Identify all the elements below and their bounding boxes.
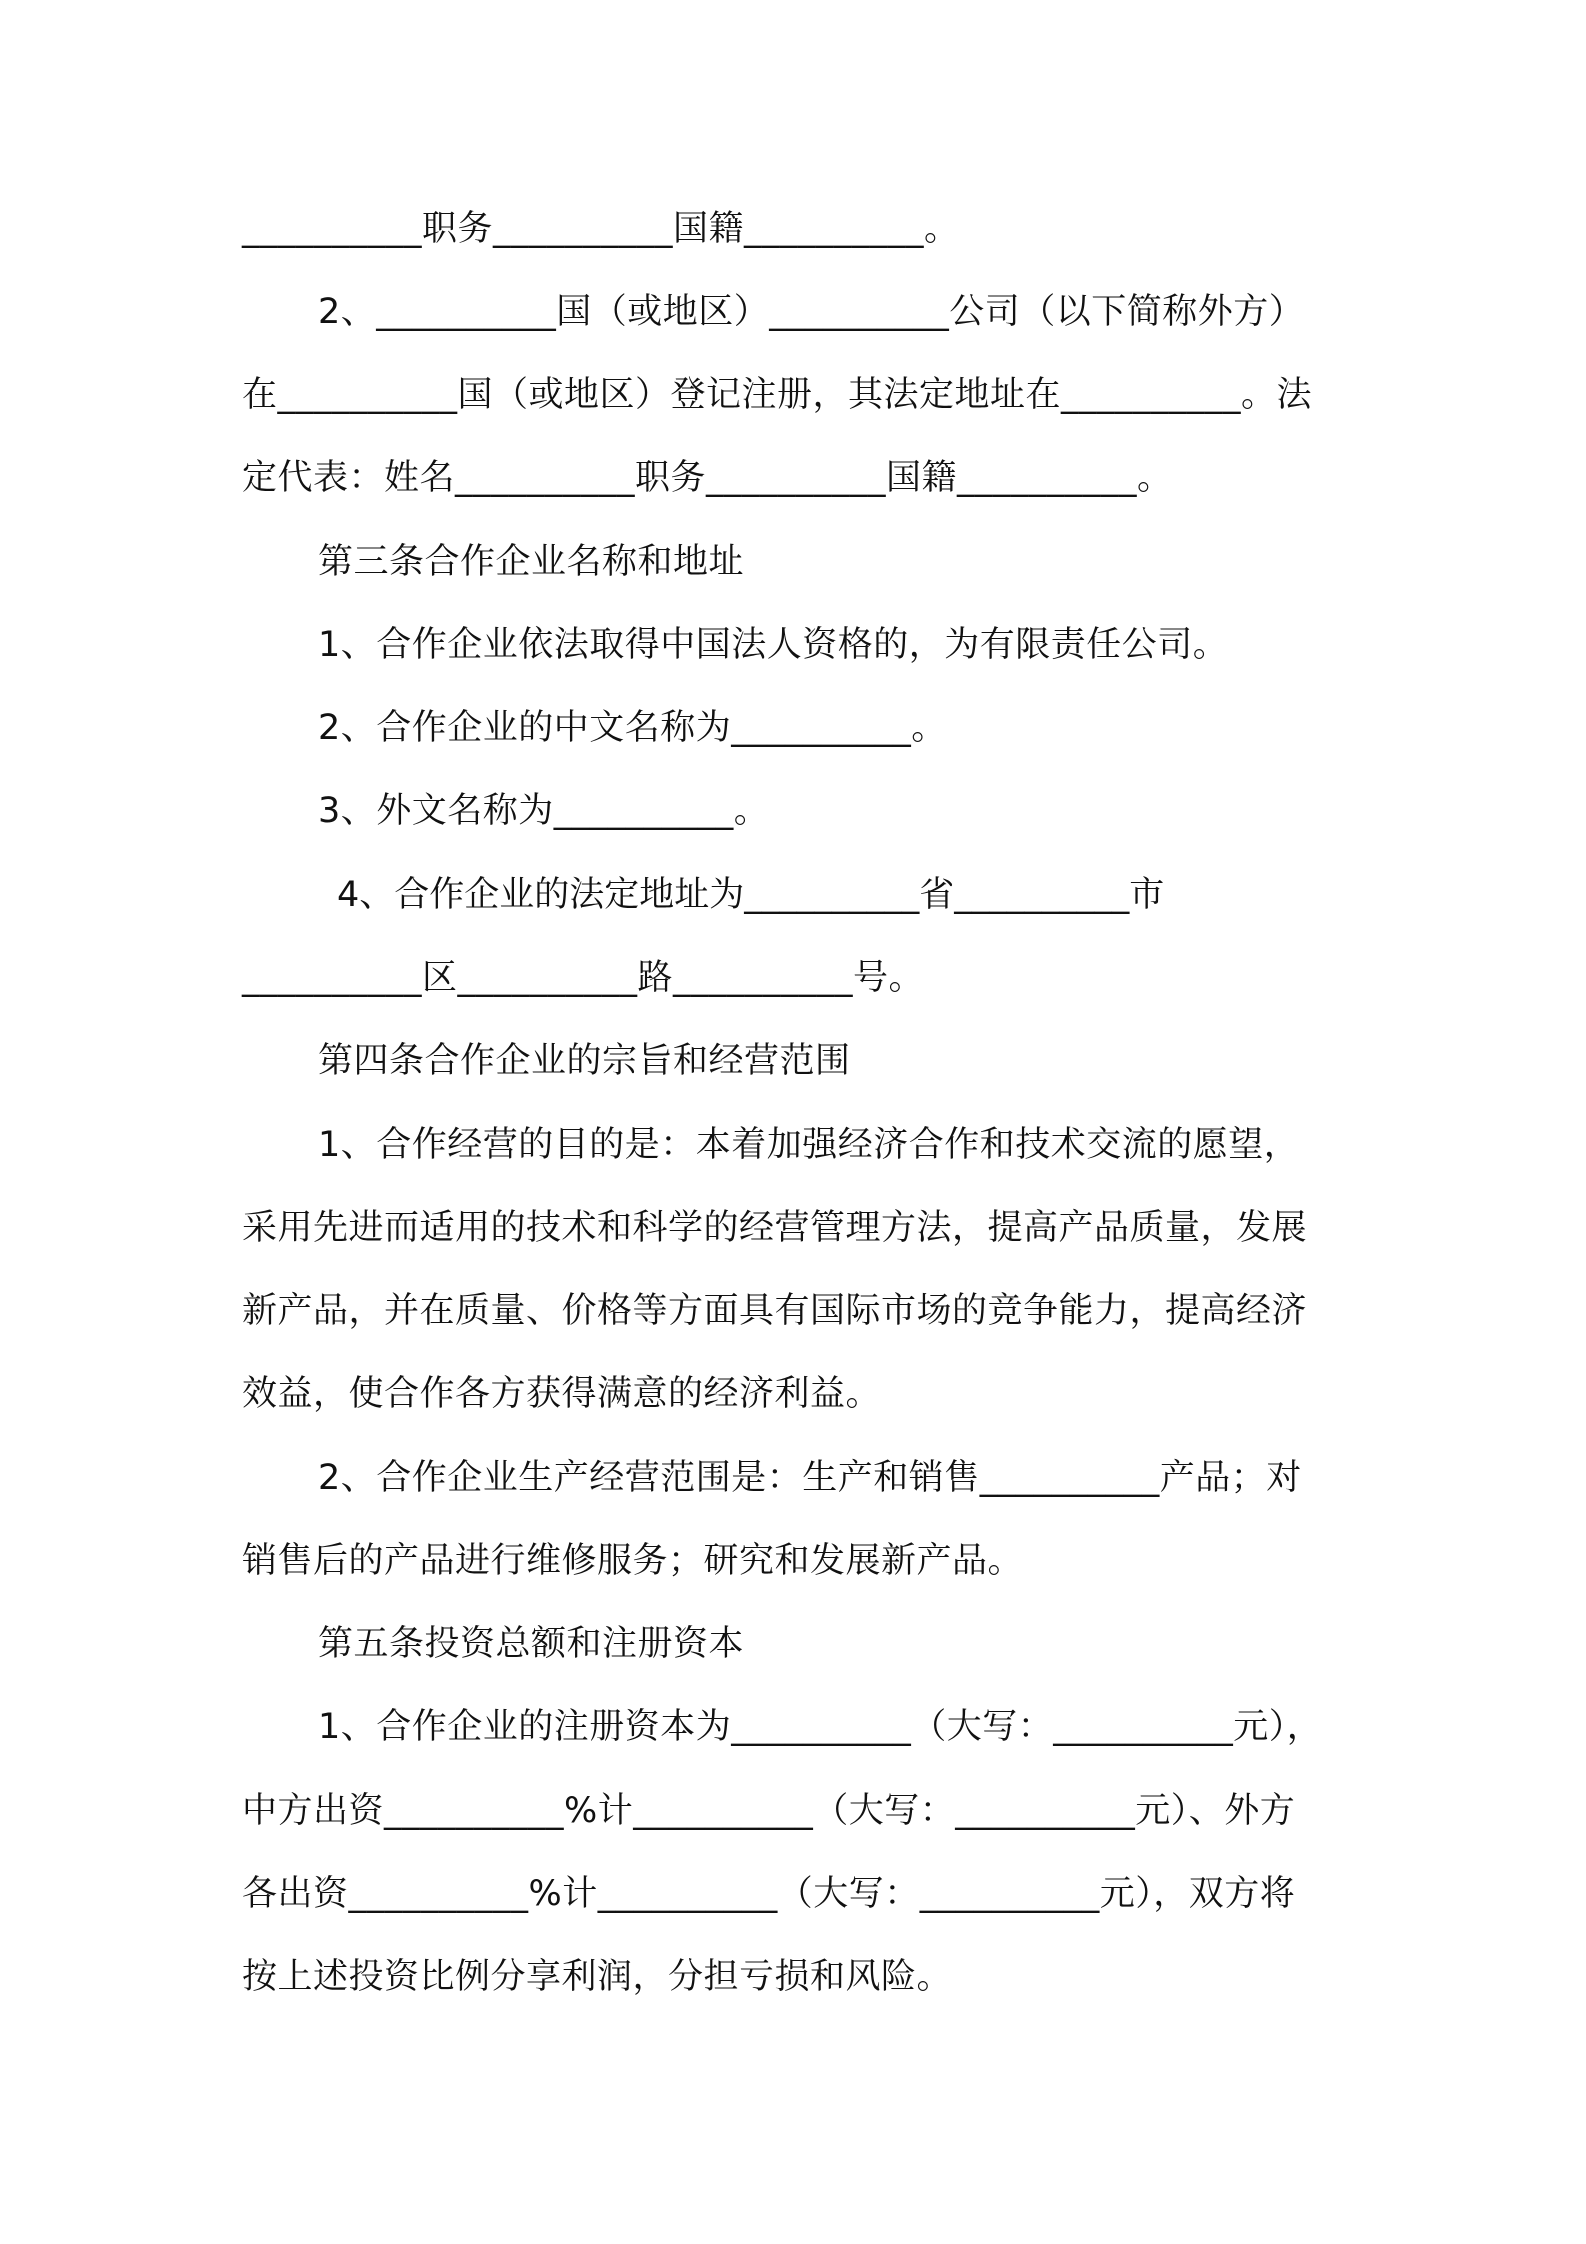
text-line-10: __________区__________路__________号。 [242,958,925,998]
text-line-13: 采用先进而适用的技术和科学的经营管理方法，提高产品质量，发展 [242,1208,1308,1248]
text-line-1: __________职务__________国籍__________。 [242,209,960,249]
text-line-19: 1、合作企业的注册资本为__________（大写：__________元）， [318,1707,1323,1747]
text-line-7: 2、合作企业的中文名称为__________。 [318,708,947,748]
text-line-21: 各出资__________%计__________（大写：__________元），双方将 [242,1874,1296,1914]
text-line-9-content: 4、合作企业的法定地址为__________省__________市 [337,875,1165,915]
text-line-15: 效益，使合作各方获得满意的经济利益。 [242,1374,882,1414]
text-line-12: 1、合作经营的目的是：本着加强经济合作和技术交流的愿望， [318,1125,1300,1165]
text-line-9 [337,865,1352,925]
text-line-22: 按上述投资比例分享利润，分担亏损和风险。 [242,1957,953,1997]
section-heading-5: 第五条投资总额和注册资本 [318,1624,745,1664]
section-heading-4: 第四条合作企业的宗旨和经营范围 [318,1041,851,1081]
text-line-6: 1、合作企业依法取得中国法人资格的，为有限责任公司。 [318,625,1229,665]
section-heading-3: 第三条合作企业名称和地址 [318,542,745,582]
text-line-14: 新产品，并在质量、价格等方面具有国际市场的竞争能力，提高经济 [242,1291,1308,1331]
text-line-17: 销售后的产品进行维修服务；研究和发展新产品。 [242,1541,1024,1581]
text-line-16: 2、合作企业生产经营范围是：生产和销售__________产品；对 [318,1458,1302,1498]
text-line-8: 3、外文名称为__________。 [318,791,770,831]
text-line-3: 在__________国（或地区）登记注册，其法定地址在__________。法 [242,375,1313,415]
text-line-4: 定代表：姓名__________职务__________国籍__________。 [242,458,1173,498]
text-line-20: 中方出资__________%计__________（大写：__________元）、外方 [242,1791,1296,1831]
text-line-2: 2、__________国（或地区）__________公司（以下简称外方） [318,292,1305,332]
